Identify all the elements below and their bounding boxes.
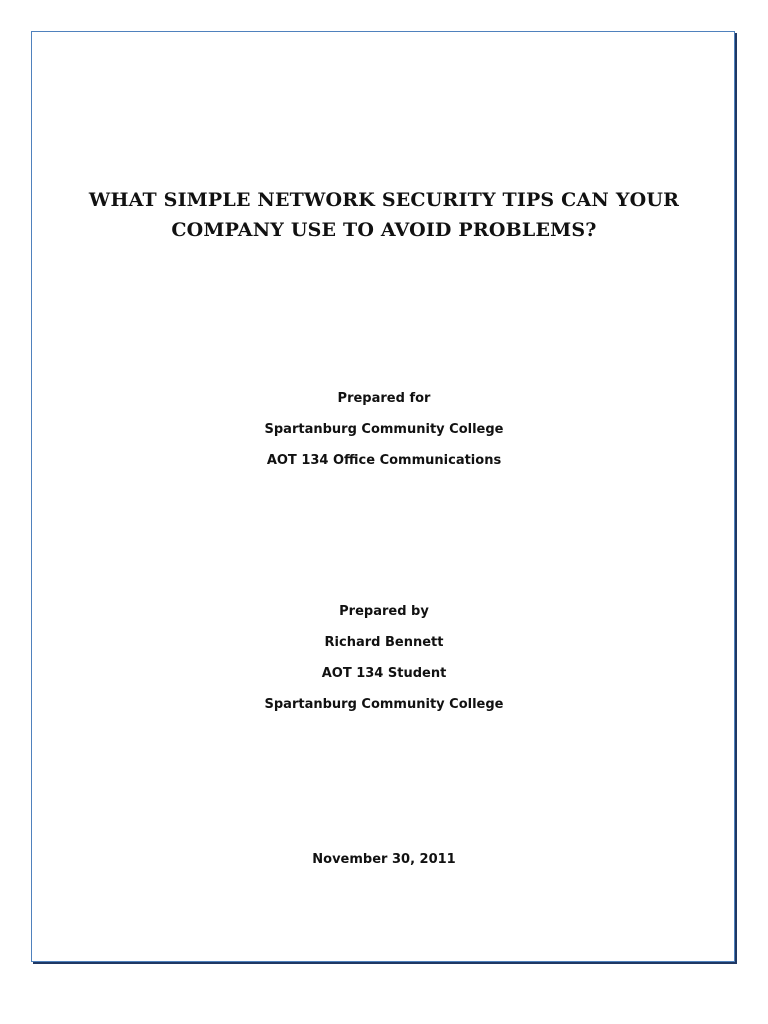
prepared-by-organization: Spartanburg Community College xyxy=(264,697,504,712)
document-title-line-1: WHAT SIMPLE NETWORK SECURITY TIPS CAN YOUR xyxy=(88,189,680,211)
prepared-by-heading: Prepared by xyxy=(339,604,429,619)
document-title xyxy=(60,185,708,245)
page-border-shadow-bottom xyxy=(33,962,737,964)
page-border-shadow-right xyxy=(735,33,737,964)
page-border xyxy=(31,31,735,962)
prepared-by-name: Richard Bennett xyxy=(324,635,444,650)
prepared-for-organization: Spartanburg Community College xyxy=(264,422,504,437)
document-date: November 30, 2011 xyxy=(312,852,456,867)
prepared-for-heading: Prepared for xyxy=(337,391,431,406)
prepared-by-role: AOT 134 Student xyxy=(321,666,447,681)
prepared-for-course: AOT 134 Office Communications xyxy=(266,453,502,468)
document-title-line-2: COMPANY USE TO AVOID PROBLEMS? xyxy=(171,219,597,241)
